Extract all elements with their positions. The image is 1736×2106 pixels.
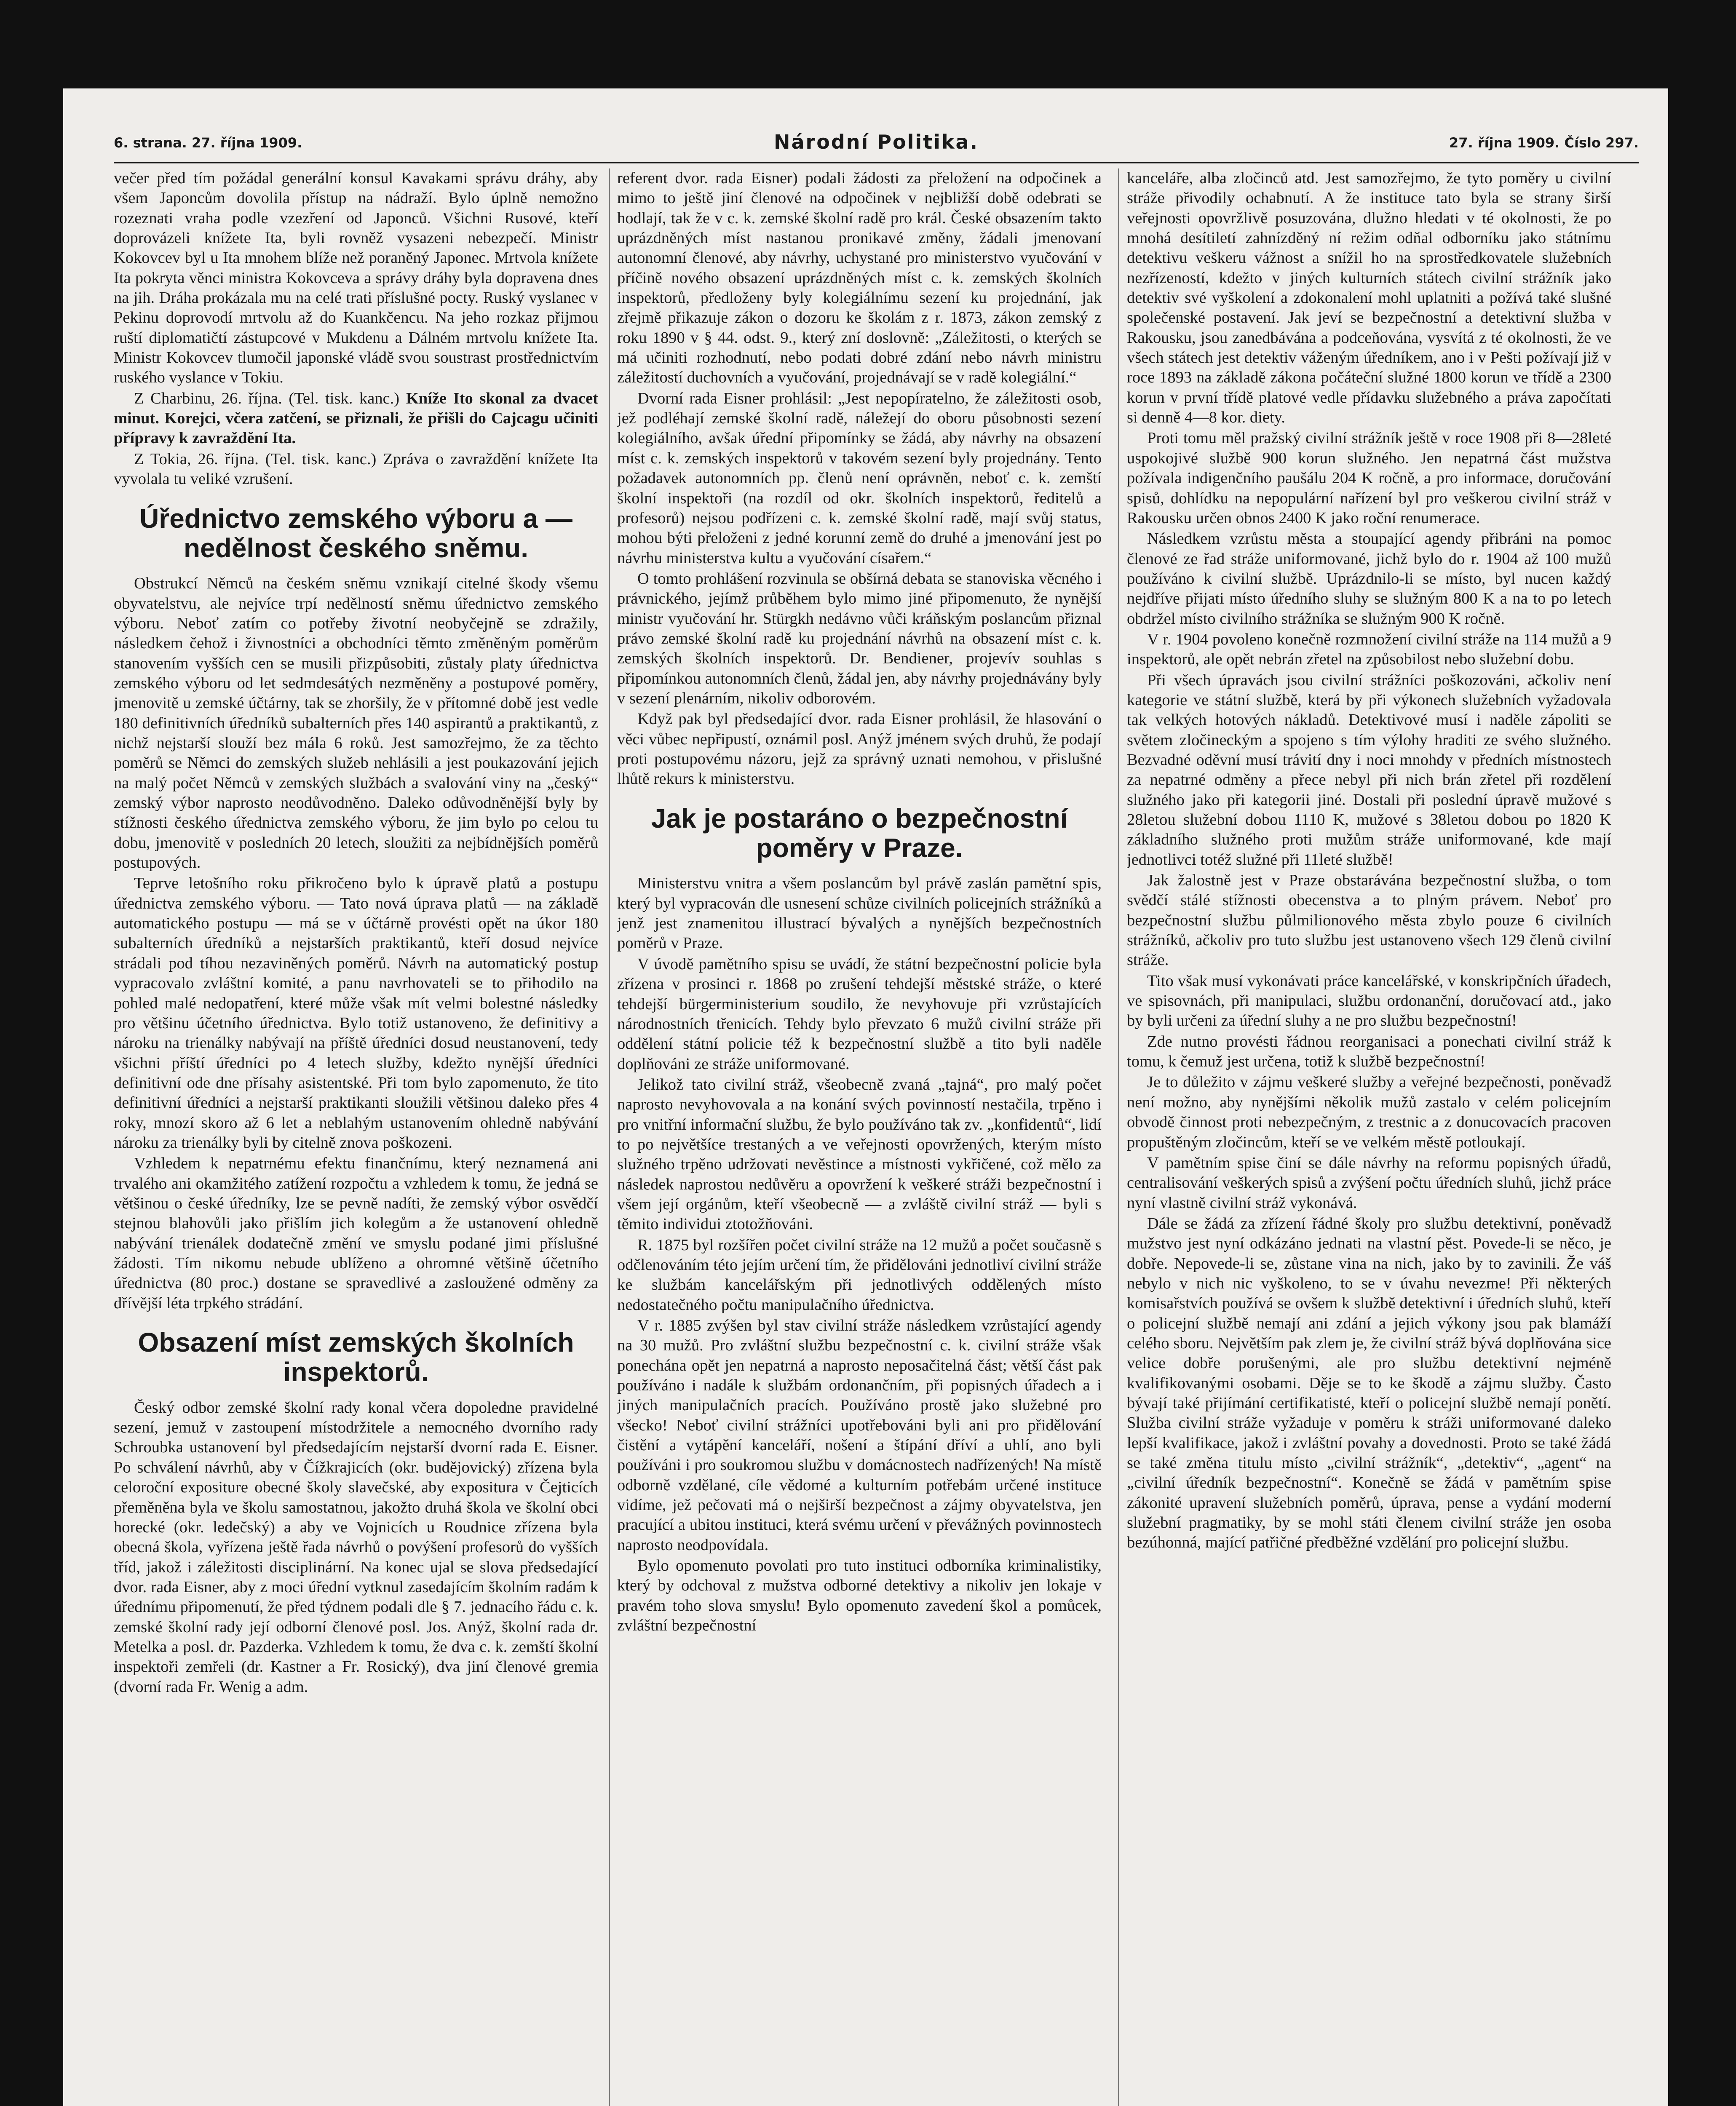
paragraph: R. 1875 byl rozšířen počet civilní stráže na 12 mužů a počet současně s odčlenováním této jejím určení tím, že přidělováni jednotliví civilní stráže ke službám kancelářským při jednotlivých oddělených místo nedostatečného počtu manipulačního úřednictva.: [617, 1236, 1102, 1314]
paragraph: referent dvor. rada Eisner) podali žádosti za přeložení na odpočinek a mimo to ještě jiní členové na odpočinek v nejbližší době odebrati se hodlají, tak že v c. k. zemské školní radě pro král. České obsazením takto uprázdněných míst nastanou pronikavé změny, žádali jmenovaní autonomní členové, aby návrhy, uchystané pro ministerstvo vyučování v příčině nového obsazení uprázdněných míst c. k. zemských školních inspektorů, předloženy byly kolegiálnímu sezení ku projednání, jak zřejmě přikazuje zákon o dozoru ke školám z r. 1873, zákon zemský z roku 1890 v § 44. odst. 9., který zní doslovně: „Záležitosti, o kterých se má učiniti rozhodnutí, nebo podati dobré zdání nebo návrh ministru záležitostí duchovních a vyučování, projednávají se v radě kolegiální.“: [617, 169, 1102, 387]
paragraph: kanceláře, alba zločinců atd. Jest samozřejmo, že tyto poměry u civilní stráže přivodily ochabnutí. A že instituce tato byla se strany širší veřejnosti opovržlivě posuzována, dlužno hledati v té okolnosti, že po mnohá desítiletí zahnízděný ní režim odňal odborníku jako státnímu detektivu veškeru vážnost a snížil ho na sprostředkovatele služebních nezřízeností, kdežto v jiných kulturních státech civilní strážník jako detektiv své vyškolení a zdokonalení mohl uplatniti a požívá také slušné společenské postavení. Jak jeví se bezpečnostní a detektivní služba v Rakousku, jsou zanedbávána a podceňována, vysvítá z té okolnosti, že ve všech státech jest detektiv váženým úředníkem, ano i v Pešti požívají již v roce 1893 na základě zákona počáteční služné 1800 korun ve třídě a 2300 korun v první třídě platové vedle přídavku služebného a práva započítati si denně 4—8 kor. diety.: [1127, 169, 1611, 427]
paragraph: Následkem vzrůstu města a stoupající agendy přibráni na pomoc členové ze řad stráže uniformované, jichž bylo do r. 1904 až 100 mužů používáno k civilní službě. Uprázdnilo-li se místo, byl nucen každý nejdříve přijati místo úředního sluhy se služným 800 K a na to po letech obdržel místo civilního strážníka se služným 900 K ročně.: [1127, 530, 1611, 628]
paragraph: Ministerstvu vnitra a všem poslancům byl právě zaslán pamětní spis, který byl vypracován dle usnesení schůze civilních policejních strážníků a jenž jest znamenitou illustrací bývalých a nynějších bezpečnostních poměrů v Praze.: [617, 874, 1102, 952]
paragraph: Jak žalostně jest v Praze obstarávána bezpečnostní služba, o tom svědčí stálé stížnosti obecenstva a to plným právem. Neboť pro bezpečnostní službu půlmilionového města zbylo pouze 6 civilních strážníků, ačkoliv pro tuto službu jest ustanoveno všech 129 členů civilní stráže.: [1127, 871, 1611, 969]
paragraph: Z Tokia, 26. října. (Tel. tisk. kanc.) Zpráva o zavraždění knížete Ita vyvolala tu veliké vzrušení.: [114, 450, 598, 488]
paragraph: Český odbor zemské školní rady konal včera dopoledne pravidelné sezení, jemuž v zastoupení místodržitele a nemocného dvorního rady Schroubka ustanovení byl předsedajícím nejstarší dvorní rada E. Eisner. Po schválení návrhů, aby v Čížkrajicích (okr. budějovický) zřízena byla celoroční expositure obecné školy slavečské, aby expositura v Čejticích přeměněna byla ve školu samostatnou, jakožto druhá škola ve školní obci horecké (okr. ledečský) a aby ve Vojnicích u Roudnice zřízena byla obecná škola, vyřízena ještě řada návrhů o povýšení profesorů do vyšších tříd, jakož i záležitosti disciplinární. Na konec ujal se slova předsedající dvor. rada Eisner, aby z moci úřední vytknul zasedajícím školním radám k úřednímu připomenutí, že před týdnem podali dle § 7. jednacího řádu c. k. zemské školní rady její odborní členové posl. Jos. Anýž, školní rada dr. Metelka a posl. dr. Pazderka. Vzhledem k tomu, že dva c. k. zemští školní inspektoři zemřeli (dr. Kastner a Fr. Rosický), dva jiní členové gremia (dvorní rada Fr. Wenig a adm.: [114, 1398, 598, 1696]
article-headline: Úřednictvo zemského výboru a — nedělnost českého sněmu.: [139, 503, 572, 563]
paragraph: Bylo opomenuto povolati pro tuto instituci odborníka kriminalistiky, který by odchoval z mužstva odborné detektivy a nikoliv jen lokaje v pravém toho slova smyslu! Bylo opomenuto zavedení škol a pomůcek, zvláštní bezpečnostní: [617, 1557, 1102, 1635]
paragraph: Dvorní rada Eisner prohlásil: „Jest nepopíratelno, že záležitosti osob, jež podléhají zemské školní radě, náležejí do oboru působnosti sezení kolegiálního, avšak úřední připomínky se žádá, aby návrhy na obsazení míst c. k. zemských inspektorů v takovém sezení byly projednány. Tento požadavek autonomních pp. členů není oprávněn, neboť c. k. zemští školní inspektoři (na rozdíl od okr. školních inspektorů, ředitelů a profesorů) nejsou podřízeni c. k. zemské školní radě, mají svůj status, mohou býti přeloženi z jedné korunní země do druhé a jmenování jest po návrhu ministerstva kultu a vyučování císařem.“: [617, 389, 1102, 567]
paragraph: V pamětním spise činí se dále návrhy na reformu popisných úřadů, centralisování veškerých spisů a zvýšení počtu úředních sluhů, jichž práce nyní vlastně civilní stráž vykonává.: [1127, 1154, 1611, 1212]
column-2: [617, 168, 1102, 2106]
bold-text: Kníže Ito skonal za dvacet minut. Korejci, včera zatčení, se přiznali, že přišli do Cajcagu učiniti přípravy k zavraždění Ita.: [114, 389, 598, 447]
newspaper-page: [63, 88, 1668, 2106]
paragraph: Proti tomu měl pražský civilní strážník ještě v roce 1908 při 8—28leté uspokojivé službě 900 korun služného. Jen nepatrná část mužstva požívala indigenčního paušálu 204 K ročně, a pro informace, doručování spisů, dohlídku na nepopulární nařízení byl pro veškerou civilní stráž v Rakousku určen obnos 2400 K jako roční renumerace.: [1127, 429, 1611, 527]
column-divider: [1118, 168, 1119, 2106]
paragraph: V r. 1885 zvýšen byl stav civilní stráže následkem vzrůstající agendy na 30 mužů. Pro zvláštní službu bezpečnostní c. k. civilní stráže však ponechána opět jen nepatrná a naprosto neposačitelná část; větší část pak používáno i nadále k službám ordonančním, při popisných úřadech a i jiných manipulačních pracích. Používáno prostě jako služebné pro všecko! Neboť civilní strážníci upotřebováni byli ani pro přidělování čistění a vytápění kanceláří, nošení a štípání dříví a uhlí, ano byli používáni i pro soukromou službu v domácnostech nadřízených! Na místě odborně vzdělané, cíle vědomé a kulturním potřebám určené instituce vidíme, jež pečovati má o nejširší bezpečnost a zájmy obyvatelstva, jen pracující a ubitou instituci, která svému určení v převážných povinnostech naprosto neodpovídala.: [617, 1317, 1102, 1554]
paragraph: Vzhledem k nepatrnému efektu finančnímu, který neznamená ani trvalého ani okamžitého zatížení rozpočtu a vzhledem k tomu, že jedná se většinou o české úředníky, lze se pevně nadíti, že zemský výbor osvědčí stejnou blahovůli jako přišlím jich kolegům a že ustanovení ohledně nabývání trienálek dodatečně změní ve smyslu podané jimi příslušné žádosti. Tím nikomu nebude ublíženo a ohromné většině účetního úřednictva (80 proc.) dostane se spravedlivé a zasloužené odměny za dřívější léta trpkého strádání.: [114, 1155, 598, 1312]
page-number-date: 6. strana. 27. října 1909.: [114, 135, 302, 151]
header-rule: [114, 162, 1639, 163]
issue-date-number: 27. října 1909. Číslo 297.: [1449, 135, 1639, 151]
article-headline: Jak je postaráno o bezpečnostní poměry v Praze.: [651, 803, 1068, 863]
paragraph: večer před tím požádal generální konsul Kavakami správu dráhy, aby všem Japoncům dovolila přístup na nádraží. Bylo úplně nemožno rozeznati vraha podle vzezření od Japonců. Všichni Rusové, kteří doprovázeli knížete Ita, byli rovněž vysazeni nebezpečí. Ministr Kokovcev byl u Ita mnohem blíže než poraněný Japonec. Mrtvola knížete Ita pokryta věnci ministra Kokovceva a správy dráhy byla dopravena dnes na jih. Dráha prokázala mu na celé trati příslušné pocty. Ruský vyslanec v Pekinu doprovodí mrtvolu až do Kuankčencu. Na jeho rozkaz přijmou ruští diplomatičtí zástupcové v Mukdenu a Dálném mrtvolu knížete Ita. Ministr Kokovcev tlumočil japonské vládě svou soustrast prostřednictvím ruského vyslance v Tokiu.: [114, 169, 598, 387]
column-3: [1127, 168, 1611, 2106]
column-divider: [609, 168, 610, 2106]
paragraph: Tito však musí vykonávati práce kancelářské, v konskripčních úřadech, ve spisovnách, při manipulaci, službu ordonanční, doručovací atd., jako by byli určeni za úřední sluhy a ne pro službu bezpečnostní!: [1127, 972, 1611, 1030]
paragraph: Dále se žádá za zřízení řádné školy pro službu detektivní, poněvadž mužstvo jest nyní odkázáno jednati na vlastní pěst. Povede-li se něco, je dobře. Nepovede-li se, zůstane vina na nich, jako by to zavinili. Že váš nebylo v nich nic vyškoleno, to se v úvahu nevezme! Při některých komisařstvích používá se ovšem k službě detektivní i úředních sluhů, kteří o policejní službě nemají ani zdání a jejich výkony jsou pak blamáží celého sboru. Největším pak zlem je, že civilní stráž bývá doplňována sice velice dobře porušenými, ale pro službu detektivní nejméně kvalifikovanými osobami. Děje se to ke škodě a zájmu služby. Často bývají také přijímání certifikatisté, kteří o policejní službě nemají ponětí. Služba civilní stráže vyžaduje v poměru k stráži uniformované daleko lepší kvalifikace, jakož i zvláštní povahy a dovednosti. Proto se také žádá se také změna titulu místo „civilní strážník“, „detektiv“, „agent“ na „civilní úředník bezpečnostní“. Konečně se žádá v pamětním spise zákonité upravení služebních poměrů, úprava, pense a vydání moderní služební pragmatiky, by se mohl státi členem civilní stráže jen osoba bezúhonná, mající patřičné předběžné vzdělání pro policejní službu.: [1127, 1214, 1611, 1552]
paragraph: Teprve letošního roku přikročeno bylo k úpravě platů a postupu úřednictva zemského výboru. — Tato nová úprava platů — na základě automatického postupu — má se v účtárně provésti opět na úkor 180 subalterních úředníků a nejstarších praktikantů, kteří dosud nejvíce strádali pod tíhou nezaviněných poměrů. Návrh na automatický postup vypracovalo zvláštní komité, a panu navrhovateli se to přihodilo na pohled malé nedopatření, které může však mít velmi bolestné následky pro většinu účetního úřednictva. Bylo totiž ustanoveno, že definitivy a nároku na trienálky nabývají na příště úředníci dosud neustanovení, tedy všichni příští úředníci po 4 letech služby, kdežto nynější úředníci definitivní ode dne přísahy asistentské. Při tom bylo zapomenuto, že tito definitivní úředníci a nejstarší praktikanti sloužili většinou daleko přes 4 roky, mnozí skoro až 6 let a neblahým ustanovením ohledně nabývání nároku za trienálky byli by citelně znova poškozeni.: [114, 874, 598, 1152]
column-1: [114, 168, 598, 2106]
paragraph: Když pak byl předsedající dvor. rada Eisner prohlásil, že hlasování o věci vůbec nepřipustí, oznámil posl. Anýž jménem svých druhů, že podají proti postupovému názoru, jejž za správný uznati nemohou, v přislušné lhůtě rekurs k ministerstvu.: [617, 710, 1102, 788]
paragraph: O tomto prohlášení rozvinula se obšírná debata se stanoviska věcného i právnického, jejímž průběhem bylo mimo jiné připomenuto, že nynější ministr vyučování hr. Stürgkh nedávno vůči kráňským poslancům přiznal právo zemské školní radě ku projednání návrhů na obsazení míst c. k. zemských školních inspektorů. Dr. Bendiener, projevív souhlas s připomínkou autonomních členů, žádal jen, aby návrhy projednávány byly v sezení plenárním, nikoliv odborovém.: [617, 569, 1102, 707]
page-header: [114, 128, 1639, 158]
dateline: Z Charbinu, 26. října. (Tel. tisk. kanc.): [134, 389, 400, 407]
paragraph: Jelikož tato civilní stráž, všeobecně zvaná „tajná“, pro malý počet naprosto nevyhovovala a na konání svých povinností nestačila, trpěno i pro vnitřní informační službu, že bylo používáno tak zv. „konfidentů“, lidí to po největšíce trestaných a ve veřejnosti opovržených, kterým místo služného trpěno udržovati nevěstince a místnosti vykřičené, což mělo za následek naprostou nedůvěru a opovržení k veškeré stráži bezpečnostní i všem její orgánům, kteří všeobecně — a zvláště civilní stráž — byli s těmito individui ztotožňováni.: [617, 1075, 1102, 1233]
paragraph: V úvodě pamětního spisu se uvádí, že státní bezpečnostní policie byla zřízena v prosinci r. 1868 po zrušení tehdejší městské stráže, o které tehdejší bürgerministerium soudilo, že nevyhovuje při vzrůstajících národnostních třenicích. Tehdy bylo převzato 6 mužů civilní stráže při oddělení státní policie též k bezpečnostní službě a tito byli naděle doplňováni ze stráže uniformované.: [617, 955, 1102, 1073]
paragraph: Při všech úpravách jsou civilní strážníci poškozováni, ačkoliv není kategorie ve státní službě, která by při výkonech služebních vyžadovala tak velkých hotových nákladů. Detektivové musí i naděle zápoliti se světem zločineckým a spojeno s tím výlohy hraditi ze svého služného. Bezvadné oděvní musí trávití dny i noci mnohdy v předních místnostech za nepatrné odměny a přece nebyl při nich brán zřetel při rozdělení služného jako při kategorii jiné. Dostali při poslední úpravě mužové s 28letou služební dobou 1110 K, mužové s 38letou dobou po 1820 K základního služného proti mužům stráže uniformované, kde mají jednotlivci totéž služné při 11leté službě!: [1127, 671, 1611, 869]
paragraph: Obstrukcí Němců na českém sněmu vznikají citelné škody všemu obyvatelstvu, ale nejvíce trpí nedělností sněmu úřednictvo zemského výboru. Neboť zatím co potřeby životní neobyčejně se zdražily, následkem čehož i živnostníci a obchodníci těmto změněným poměrům stanovením vyšších cen se musili přizpůsobiti, zůstaly platy úřednictva zemského výboru od let sedmdesátých nezměněny a postupové poměry, jmenovitě u zemské účtárny, tak se zhoršily, že v přítomné době jest vedle 180 definitivních úředníků subalterních přes 140 aspirantů a praktikantů, z nichž nejstarší slouží bez mála 6 roků. Jest samozřejmo, že za těchto poměrů se Němci do zemských služeb nehlásili a jest poukazování jejich na malý počet Němců v zemských službách a svalování viny na „český“ zemský výbor naprosto neodůvodněno. Daleko odůvodněnější byly by stížnosti českého úřednictva zemského výboru, že jim bylo po celou tu dobu, jmenovitě v posledních 20 letech, sloužiti za nejbídnějších poměrů postupových.: [114, 575, 598, 872]
article-headline: Obsazení míst zemských školních inspektorů.: [138, 1327, 574, 1387]
paragraph: Zde nutno provésti řádnou reorganisaci a ponechati civilní stráž k tomu, k čemuž jest určena, totiž k službě bezpečnostní!: [1127, 1032, 1611, 1071]
paragraph: [114, 389, 598, 449]
paragraph: V r. 1904 povoleno konečně rozmnožení civilní stráže na 114 mužů a 9 inspektorů, ale opět nebrán zřetel na způsobilost nebo služební dobu.: [1127, 630, 1611, 668]
paragraph: Je to důležito v zájmu veškeré služby a veřejné bezpečnosti, poněvadž není možno, aby nynějšími několik mužů zastalo v celém policejním obvodě činnost proti nebezpečným, z trestnic a z donucovacích pracoven propuštěným zločincům, kteří se ve velkém městě potloukají.: [1127, 1073, 1611, 1151]
newspaper-title: Národní Politika.: [773, 131, 979, 153]
